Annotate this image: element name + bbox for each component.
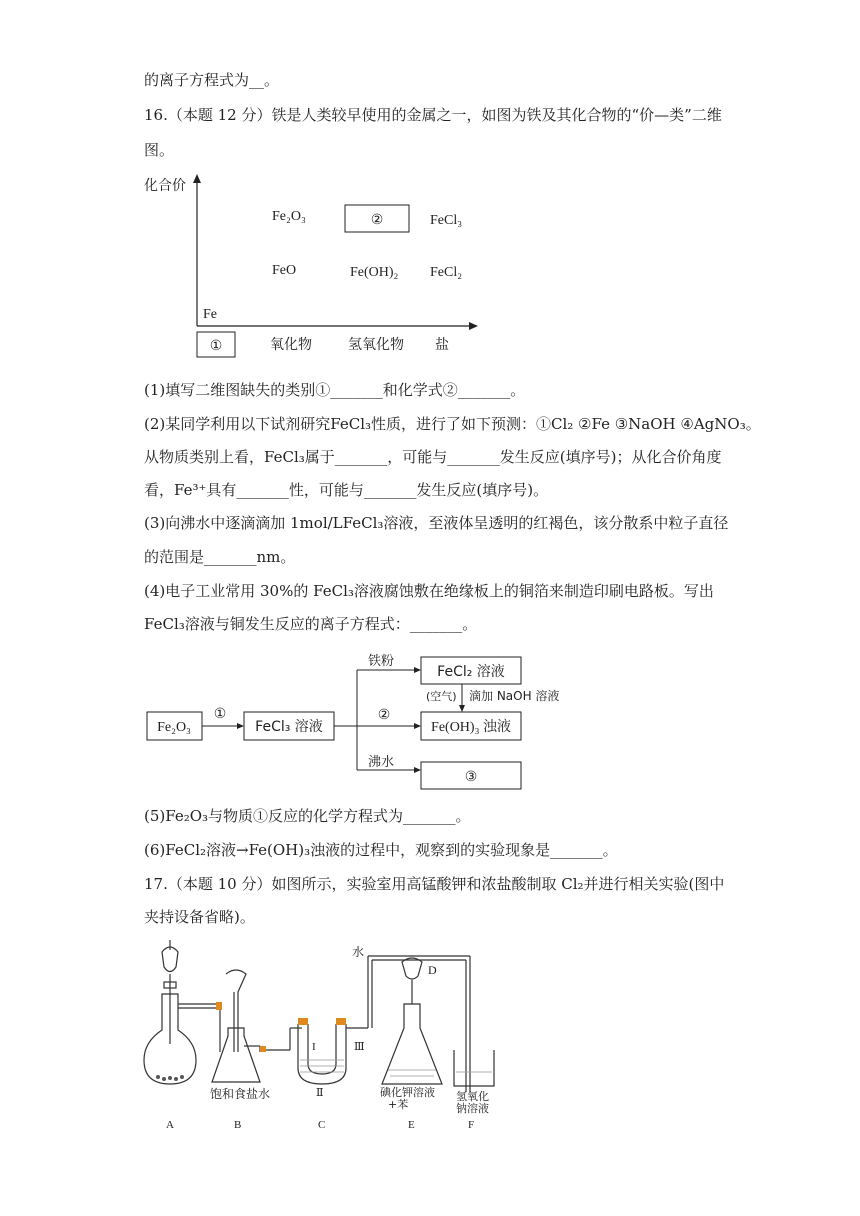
question-16-6: (6)FeCl₂溶液→Fe(OH)₃浊液的过程中，观察到的实验现象是_______。 [144, 841, 618, 859]
naoh-label-1: 氢氧化 [456, 1090, 489, 1103]
label-feoh2: Fe(OH)₂ [350, 265, 399, 280]
water-label: 水 [352, 945, 365, 959]
category-oxide: 氧化物 [270, 337, 312, 353]
question-16-3: (3)向沸水中逐滴滴加 1mol/LFeCl₃溶液，至液体呈透明的红褐色，该分散系中粒子直径 [144, 514, 729, 532]
question-16-title: 16.（本题 12 分）铁是人类较早使用的金属之一，如图为铁及其化合物的“价—类”二维 [144, 106, 722, 124]
air-label: (空气) [426, 690, 457, 703]
question-17-title: 17.（本题 10 分）如图所示，实验室用高锰酸钾和浓盐酸制取 Cl₂并进行相关实验(图中 [144, 875, 725, 893]
text-line: FeCl₃溶液与铜发生反应的离子方程式：_______。 [144, 615, 478, 633]
text-line: 夹持设备省略)。 [144, 908, 255, 926]
iii-label: Ⅲ [354, 1041, 365, 1053]
text-line: 看，Fe³⁺具有_______性，可能与_______发生反应(填序号)。 [144, 481, 549, 499]
question-16-4: (4)电子工业常用 30%的 FeCl₃溶液腐蚀敷在绝缘板上的铜箔来制造印刷电路板。写出 [144, 582, 714, 600]
label-fe: Fe [203, 307, 217, 322]
naoh-label-2: 钠溶液 [456, 1102, 489, 1115]
ii-label: Ⅱ [316, 1087, 324, 1099]
question-16-5: (5)Fe₂O₃与物质①反应的化学方程式为_______。 [144, 807, 471, 825]
text-line: 图。 [144, 141, 175, 159]
text-line: 的离子方程式为__。 [144, 71, 280, 89]
box-fecl3-label: FeCl₃ 溶液 [255, 719, 323, 735]
category-1: ① [209, 339, 223, 354]
valence-class-diagram [140, 168, 490, 363]
label-feo: FeO [272, 263, 297, 278]
label-f: F [468, 1119, 475, 1131]
text-line: 的范围是_______nm。 [144, 548, 296, 566]
label-c: C [318, 1119, 326, 1131]
label-b: B [234, 1119, 242, 1131]
category-salt: 盐 [435, 337, 449, 353]
box-3-label: ③ [464, 770, 478, 785]
flow-chart [140, 648, 600, 796]
boiling-water-label: 沸水 [368, 755, 395, 770]
benzene-label: +苯 [388, 1098, 409, 1111]
step-2-label: ② [377, 708, 391, 723]
i-label: I [312, 1041, 316, 1053]
label-fecl2: FeCl₂ [430, 265, 463, 280]
category-hydroxide: 氢氧化物 [348, 337, 404, 353]
label-a: A [166, 1119, 174, 1131]
lab-apparatus-diagram [140, 932, 510, 1136]
text-line: 从物质类别上看，FeCl₃属于_______，可能与_______发生反应(填序号)；从化合价角度 [144, 448, 722, 466]
d-label: D [428, 963, 437, 977]
question-16-2: (2)某同学利用以下试剂研究FeCl₃性质，进行了如下预测：①Cl₂ ②Fe ③NaOH ④AgNO₃。 [144, 415, 761, 433]
label-fe2o3: Fe₂O₃ [272, 209, 306, 224]
step-1-label: ① [213, 707, 227, 722]
question-16-1: (1)填写二维图缺失的类别①_______和化学式②_______。 [144, 381, 526, 399]
saltwater-label: 饱和食盐水 [210, 1087, 271, 1101]
box-feoh3-label: Fe(OH)₃ 浊液 [431, 720, 511, 735]
iron-powder-label: 铁粉 [368, 654, 395, 669]
label-fecl3: FeCl₃ [430, 213, 463, 228]
box-fecl2-label: FeCl₂ 溶液 [437, 664, 505, 680]
box-fe2o3-label: Fe₂O₃ [157, 720, 191, 735]
naoh-label: 滴加 NaOH 溶液 [469, 689, 560, 703]
label-e: E [408, 1119, 415, 1131]
box-2-label: ② [370, 213, 384, 228]
y-axis-label: 化合价 [144, 178, 186, 194]
ki-label: 碘化钾溶液 [380, 1086, 435, 1099]
